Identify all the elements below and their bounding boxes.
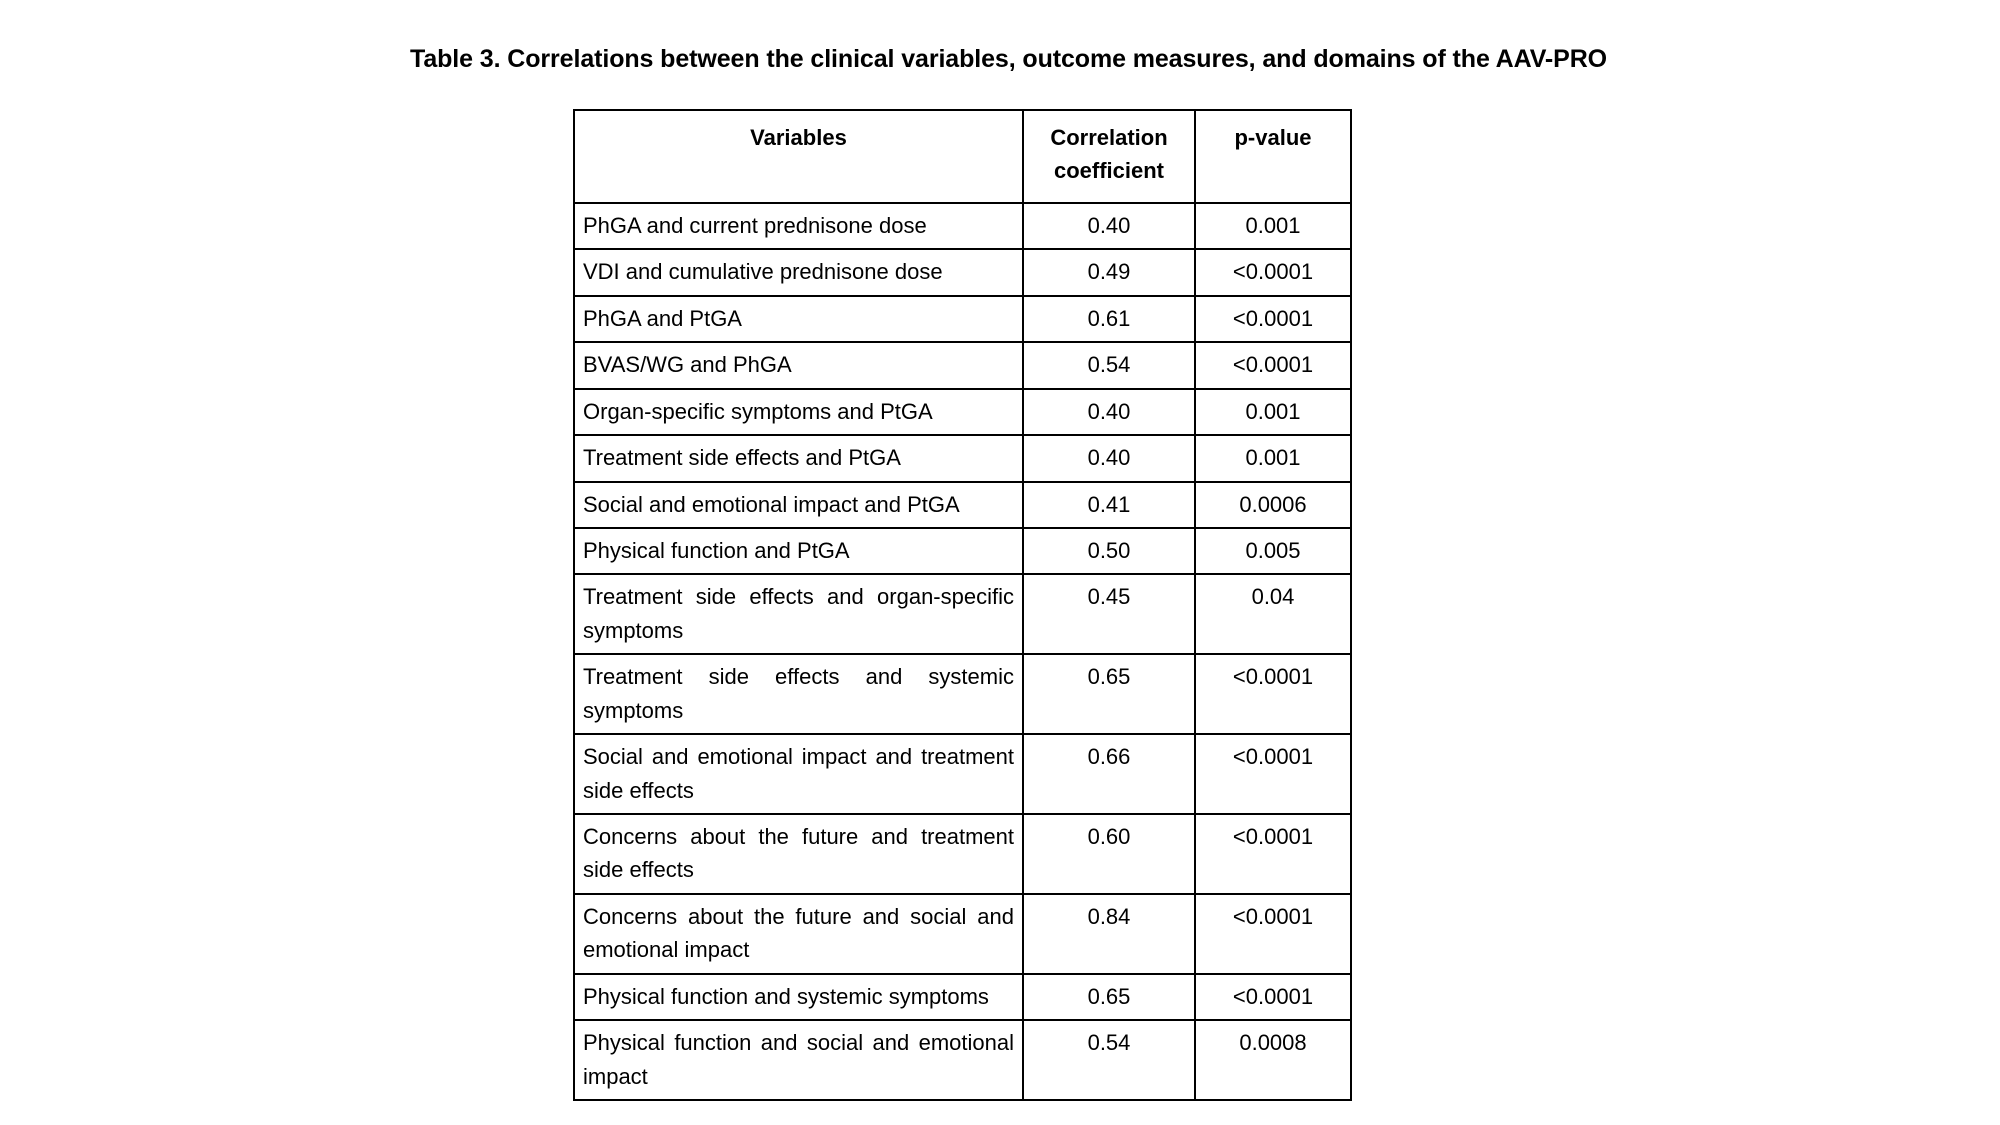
column-header-correlation-coefficient bbox=[1023, 110, 1195, 203]
cell-pvalue: 0.001 bbox=[1195, 435, 1351, 481]
cell-correlation-coefficient: 0.60 bbox=[1023, 814, 1195, 894]
cell-correlation-coefficient: 0.66 bbox=[1023, 734, 1195, 814]
cell-correlation-coefficient: 0.40 bbox=[1023, 435, 1195, 481]
table-title: Table 3. Correlations between the clinical variables, outcome measures, and domains of the AAV-PRO bbox=[410, 45, 1608, 73]
table-row bbox=[574, 203, 1351, 249]
cell-correlation-coefficient: 0.61 bbox=[1023, 296, 1195, 342]
cell-variable: Treatment side effects and systemic symptoms bbox=[574, 654, 1023, 734]
cell-variable: Concerns about the future and treatment side effects bbox=[574, 814, 1023, 894]
cell-variable: Physical function and social and emotional impact bbox=[574, 1020, 1023, 1100]
cell-pvalue: <0.0001 bbox=[1195, 296, 1351, 342]
cell-correlation-coefficient: 0.65 bbox=[1023, 654, 1195, 734]
cell-variable: Physical function and systemic symptoms bbox=[574, 974, 1023, 1020]
cell-pvalue: <0.0001 bbox=[1195, 814, 1351, 894]
table-row bbox=[574, 482, 1351, 528]
table-row bbox=[574, 654, 1351, 734]
cell-correlation-coefficient: 0.40 bbox=[1023, 203, 1195, 249]
cell-correlation-coefficient: 0.45 bbox=[1023, 574, 1195, 654]
cell-variable: Concerns about the future and social and emotional impact bbox=[574, 894, 1023, 974]
cell-pvalue: 0.005 bbox=[1195, 528, 1351, 574]
cell-pvalue: 0.001 bbox=[1195, 389, 1351, 435]
column-header-correlation-line1: Correlation bbox=[1050, 125, 1168, 150]
table-row bbox=[574, 342, 1351, 388]
table-row bbox=[574, 894, 1351, 974]
table-row bbox=[574, 528, 1351, 574]
table-row bbox=[574, 296, 1351, 342]
cell-pvalue: <0.0001 bbox=[1195, 974, 1351, 1020]
table-header bbox=[574, 110, 1351, 203]
table-row bbox=[574, 435, 1351, 481]
cell-pvalue: 0.001 bbox=[1195, 203, 1351, 249]
cell-variable: Social and emotional impact and treatment side effects bbox=[574, 734, 1023, 814]
cell-correlation-coefficient: 0.41 bbox=[1023, 482, 1195, 528]
cell-variable: PhGA and PtGA bbox=[574, 296, 1023, 342]
cell-pvalue: <0.0001 bbox=[1195, 654, 1351, 734]
cell-variable: VDI and cumulative prednisone dose bbox=[574, 249, 1023, 295]
cell-pvalue: <0.0001 bbox=[1195, 734, 1351, 814]
cell-correlation-coefficient: 0.49 bbox=[1023, 249, 1195, 295]
correlations-table bbox=[573, 109, 1352, 1101]
cell-variable: Organ-specific symptoms and PtGA bbox=[574, 389, 1023, 435]
table-container bbox=[573, 109, 1350, 1101]
table-row bbox=[574, 249, 1351, 295]
cell-pvalue: 0.0008 bbox=[1195, 1020, 1351, 1100]
cell-correlation-coefficient: 0.84 bbox=[1023, 894, 1195, 974]
cell-pvalue: <0.0001 bbox=[1195, 342, 1351, 388]
cell-correlation-coefficient: 0.54 bbox=[1023, 342, 1195, 388]
cell-variable: BVAS/WG and PhGA bbox=[574, 342, 1023, 388]
table-header-row bbox=[574, 110, 1351, 203]
table-row bbox=[574, 974, 1351, 1020]
cell-pvalue: 0.04 bbox=[1195, 574, 1351, 654]
cell-variable: Treatment side effects and organ-specific symptoms bbox=[574, 574, 1023, 654]
cell-variable: Physical function and PtGA bbox=[574, 528, 1023, 574]
cell-pvalue: <0.0001 bbox=[1195, 249, 1351, 295]
table-body bbox=[574, 203, 1351, 1100]
cell-pvalue: <0.0001 bbox=[1195, 894, 1351, 974]
cell-correlation-coefficient: 0.54 bbox=[1023, 1020, 1195, 1100]
cell-variable: Social and emotional impact and PtGA bbox=[574, 482, 1023, 528]
column-header-correlation-line2: coefficient bbox=[1053, 158, 1165, 184]
cell-correlation-coefficient: 0.50 bbox=[1023, 528, 1195, 574]
table-row bbox=[574, 734, 1351, 814]
table-row bbox=[574, 1020, 1351, 1100]
table-row bbox=[574, 389, 1351, 435]
cell-variable: Treatment side effects and PtGA bbox=[574, 435, 1023, 481]
table-row bbox=[574, 814, 1351, 894]
cell-correlation-coefficient: 0.40 bbox=[1023, 389, 1195, 435]
column-header-pvalue: p-value bbox=[1195, 110, 1351, 203]
cell-pvalue: 0.0006 bbox=[1195, 482, 1351, 528]
column-header-variables: Variables bbox=[574, 110, 1023, 203]
cell-variable: PhGA and current prednisone dose bbox=[574, 203, 1023, 249]
cell-correlation-coefficient: 0.65 bbox=[1023, 974, 1195, 1020]
table-row bbox=[574, 574, 1351, 654]
